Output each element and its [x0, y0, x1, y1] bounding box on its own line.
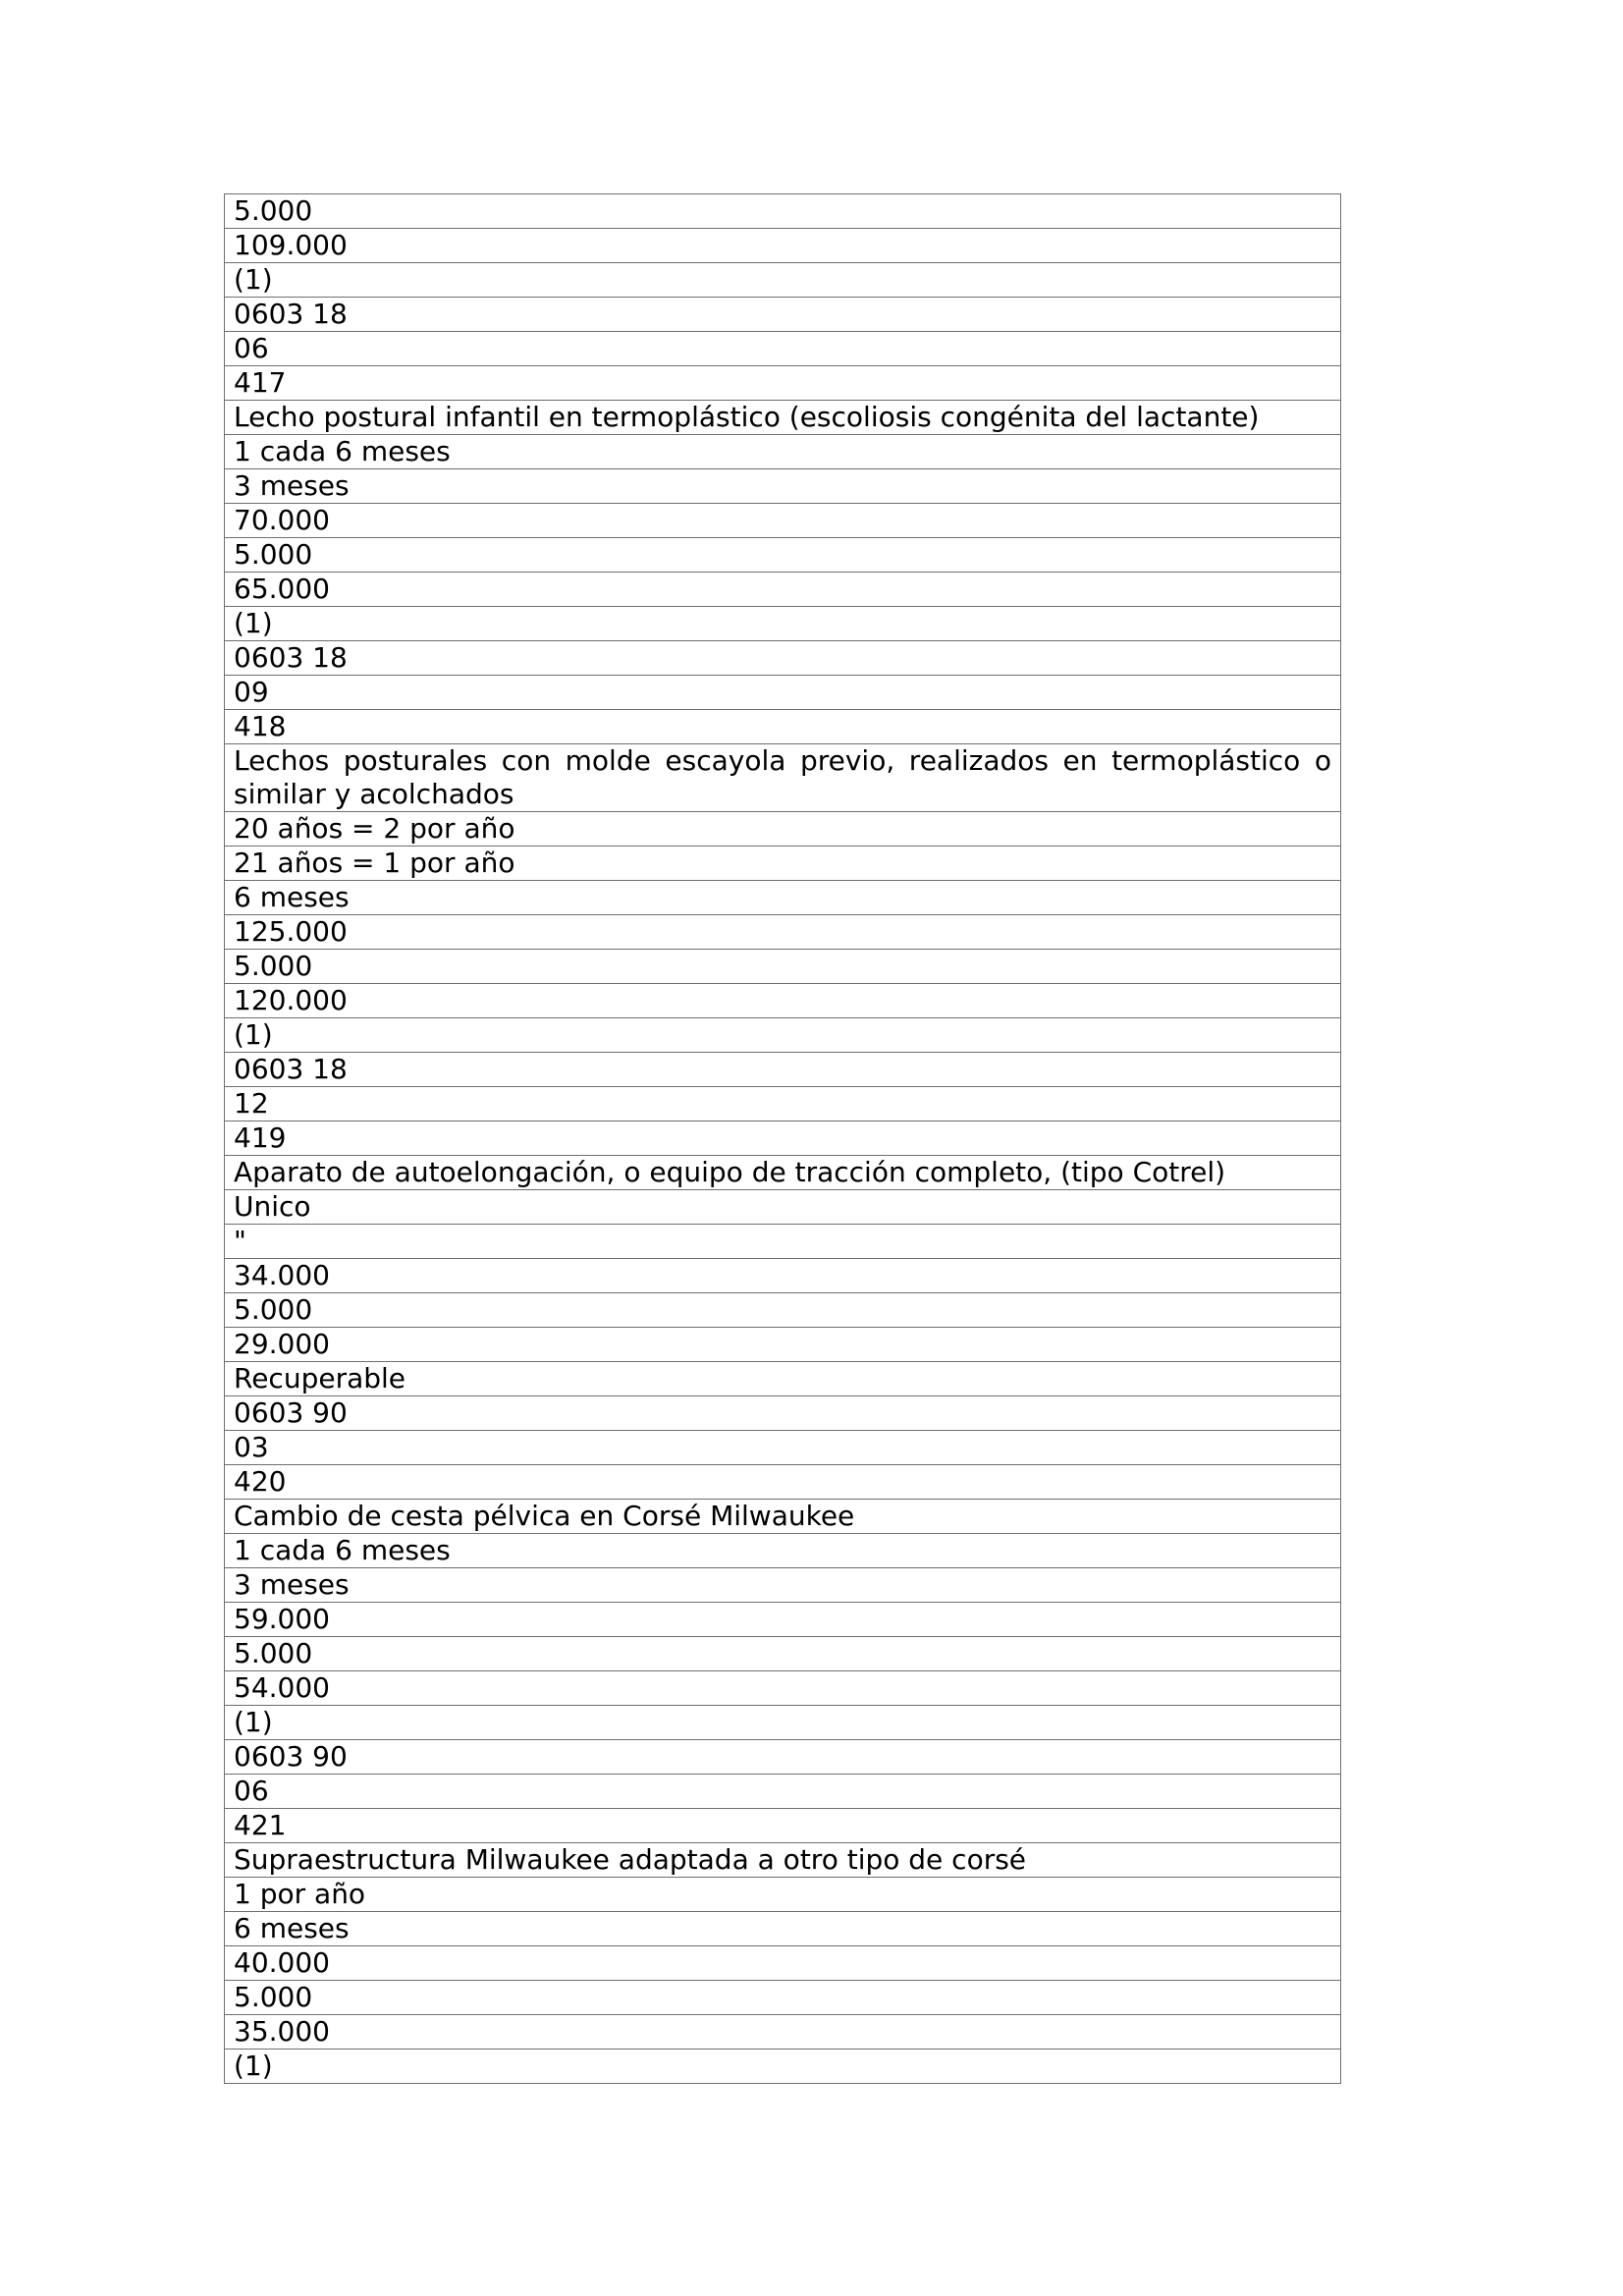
- table-cell: 5.000: [225, 194, 1341, 229]
- table-cell: 5.000: [225, 1981, 1341, 2015]
- table-cell: 20 años = 2 por año: [225, 812, 1341, 847]
- table-row: [225, 881, 1341, 915]
- table-row: [225, 1396, 1341, 1431]
- table-cell: 09: [225, 676, 1341, 710]
- table-cell: (1): [225, 263, 1341, 298]
- table-row: [225, 1465, 1341, 1500]
- table-row: [225, 1156, 1341, 1190]
- table-row: [225, 676, 1341, 710]
- table-row: [225, 1500, 1341, 1534]
- table-cell: 70.000: [225, 504, 1341, 538]
- table-row: [225, 641, 1341, 676]
- table-cell: 54.000: [225, 1671, 1341, 1706]
- table-row: [225, 538, 1341, 573]
- table-row: [225, 194, 1341, 229]
- table-cell: ": [225, 1225, 1341, 1259]
- table-cell: 0603 90: [225, 1396, 1341, 1431]
- table-row: [225, 1018, 1341, 1053]
- table-row: [225, 298, 1341, 332]
- table-cell: 5.000: [225, 538, 1341, 573]
- table-cell: Lechos posturales con molde escayola previo, realizados en termoplástico o similar y acolchados: [225, 744, 1341, 812]
- table-row: [225, 573, 1341, 607]
- table-cell: 06: [225, 1775, 1341, 1809]
- table-row: [225, 1087, 1341, 1121]
- table-row: [225, 1534, 1341, 1568]
- table-row: [225, 1637, 1341, 1671]
- table-row: [225, 1981, 1341, 2015]
- table-cell: 12: [225, 1087, 1341, 1121]
- table-cell: 125.000: [225, 915, 1341, 950]
- table-cell: 0603 18: [225, 298, 1341, 332]
- table-row: [225, 984, 1341, 1018]
- table-cell: 1 por año: [225, 1878, 1341, 1912]
- table-cell: 0603 90: [225, 1740, 1341, 1775]
- table-cell: Lecho postural infantil en termoplástico (escoliosis congénita del lactante): [225, 401, 1341, 435]
- table-row: [225, 1362, 1341, 1396]
- table-cell: Aparato de autoelongación, o equipo de tracción completo, (tipo Cotrel): [225, 1156, 1341, 1190]
- table-cell: 40.000: [225, 1946, 1341, 1981]
- table-cell: 06: [225, 332, 1341, 366]
- table-cell: 34.000: [225, 1259, 1341, 1293]
- table-row: [225, 1878, 1341, 1912]
- table-row: [225, 1121, 1341, 1156]
- data-table: [224, 193, 1341, 2084]
- table-row: [225, 1809, 1341, 1843]
- table-cell: 0603 18: [225, 641, 1341, 676]
- table-cell: 420: [225, 1465, 1341, 1500]
- table-row: [225, 1671, 1341, 1706]
- table-body: [225, 194, 1341, 2084]
- table-cell: 35.000: [225, 2015, 1341, 2050]
- table-row: [225, 1431, 1341, 1465]
- table-cell: 421: [225, 1809, 1341, 1843]
- table-cell: 418: [225, 710, 1341, 744]
- table-row: [225, 915, 1341, 950]
- table-cell: 417: [225, 366, 1341, 401]
- table-row: [225, 1946, 1341, 1981]
- table-cell: 59.000: [225, 1603, 1341, 1637]
- table-cell: Recuperable: [225, 1362, 1341, 1396]
- table-cell: 29.000: [225, 1328, 1341, 1362]
- table-row: [225, 1603, 1341, 1637]
- table-row: [225, 2015, 1341, 2050]
- table-row: [225, 847, 1341, 881]
- table-cell: 6 meses: [225, 1912, 1341, 1946]
- table-cell: 120.000: [225, 984, 1341, 1018]
- table-cell: Cambio de cesta pélvica en Corsé Milwaukee: [225, 1500, 1341, 1534]
- table-row: [225, 504, 1341, 538]
- table-row: [225, 1225, 1341, 1259]
- table-cell: 0603 18: [225, 1053, 1341, 1087]
- table-row: [225, 263, 1341, 298]
- table-cell: Supraestructura Milwaukee adaptada a otro tipo de corsé: [225, 1843, 1341, 1878]
- table-cell: 03: [225, 1431, 1341, 1465]
- table-row: [225, 469, 1341, 504]
- table-row: [225, 1328, 1341, 1362]
- table-cell: 5.000: [225, 1637, 1341, 1671]
- table-row: [225, 710, 1341, 744]
- table-row: [225, 1053, 1341, 1087]
- table-row: [225, 1706, 1341, 1740]
- table-cell: 65.000: [225, 573, 1341, 607]
- table-cell: 5.000: [225, 950, 1341, 984]
- table-cell: 3 meses: [225, 469, 1341, 504]
- table-cell: 6 meses: [225, 881, 1341, 915]
- table-row: [225, 332, 1341, 366]
- table-row: [225, 1843, 1341, 1878]
- table-row: [225, 1293, 1341, 1328]
- table-row: [225, 1259, 1341, 1293]
- table-cell: 21 años = 1 por año: [225, 847, 1341, 881]
- table-cell: 1 cada 6 meses: [225, 1534, 1341, 1568]
- table-row: [225, 1568, 1341, 1603]
- table-row: [225, 1740, 1341, 1775]
- table-row: [225, 435, 1341, 469]
- table-cell: 5.000: [225, 1293, 1341, 1328]
- table-row: [225, 950, 1341, 984]
- table-row: [225, 812, 1341, 847]
- table-cell: (1): [225, 1706, 1341, 1740]
- table-cell: Unico: [225, 1190, 1341, 1225]
- table-cell: 419: [225, 1121, 1341, 1156]
- table-row: [225, 1912, 1341, 1946]
- table-row: [225, 2050, 1341, 2084]
- table-row: [225, 1190, 1341, 1225]
- table-row: [225, 229, 1341, 263]
- table-cell: (1): [225, 2050, 1341, 2084]
- table-row: [225, 607, 1341, 641]
- table-cell: 1 cada 6 meses: [225, 435, 1341, 469]
- table-row: [225, 744, 1341, 812]
- table-row: [225, 401, 1341, 435]
- table-cell: 3 meses: [225, 1568, 1341, 1603]
- table-cell: (1): [225, 607, 1341, 641]
- table-row: [225, 366, 1341, 401]
- table-cell: (1): [225, 1018, 1341, 1053]
- table-cell: 109.000: [225, 229, 1341, 263]
- table-row: [225, 1775, 1341, 1809]
